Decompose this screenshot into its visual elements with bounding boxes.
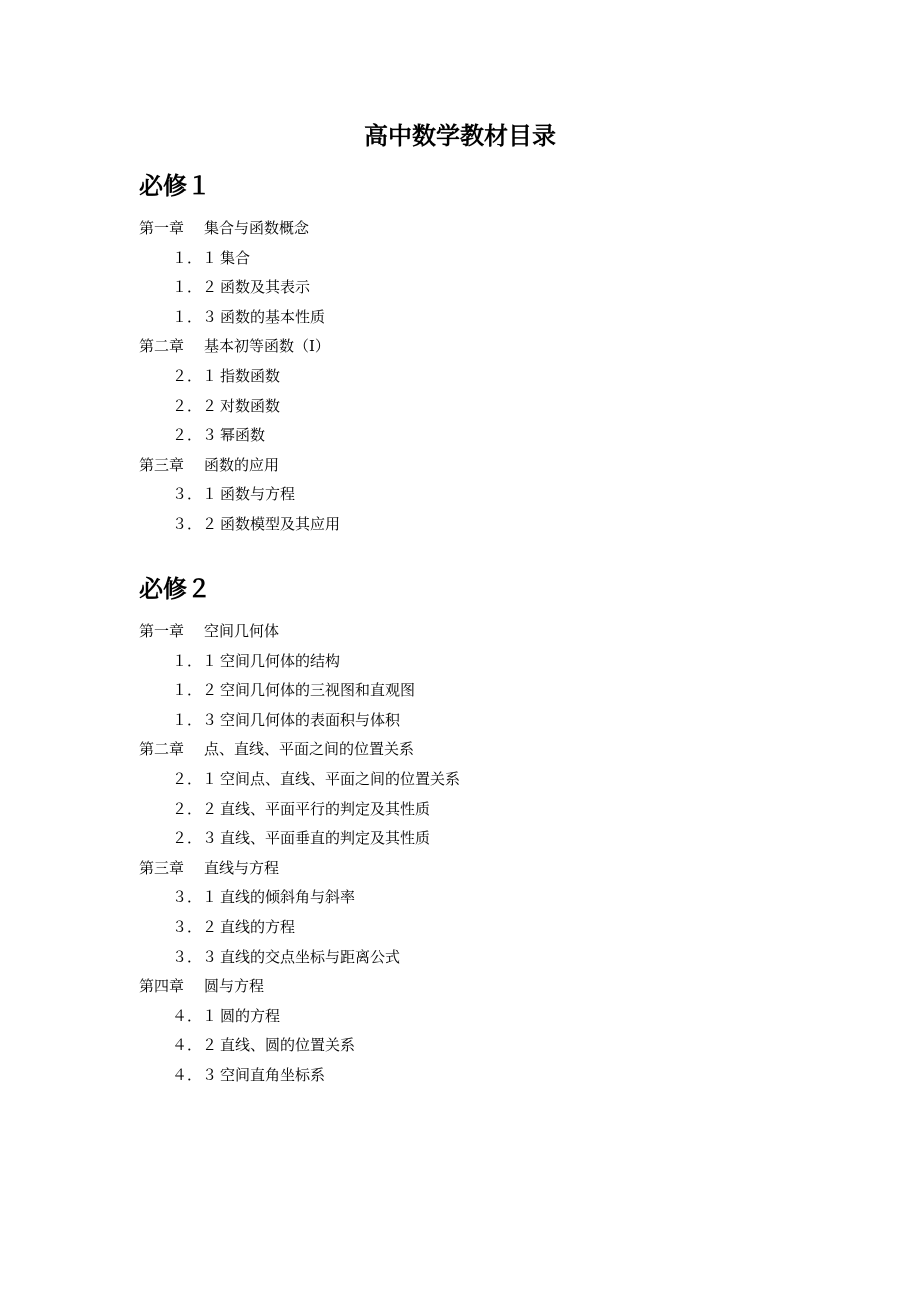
section-heading: 必修１ bbox=[139, 171, 211, 200]
chapter-number: 第四章 bbox=[139, 977, 185, 996]
toc-chapter-entry bbox=[139, 854, 839, 884]
subsection-title: 直线、平面垂直的判定及其性质 bbox=[220, 829, 431, 848]
chapter-title: 基本初等函数（Ⅰ） bbox=[204, 337, 330, 356]
subsection-title: 空间直角坐标系 bbox=[220, 1065, 326, 1084]
toc-subsection-entry bbox=[139, 303, 839, 333]
subsection-title: 指数函数 bbox=[220, 366, 281, 385]
subsection-number: ２．２ bbox=[172, 799, 218, 818]
toc-chapter-entry bbox=[139, 451, 839, 481]
toc-subsection-entry bbox=[139, 795, 839, 825]
subsection-title: 函数及其表示 bbox=[220, 278, 311, 297]
subsection-number: １．１ bbox=[172, 651, 218, 670]
chapter-number: 第二章 bbox=[139, 740, 185, 759]
subsection-number: １．３ bbox=[172, 710, 218, 729]
subsection-title: 空间几何体的三视图和直观图 bbox=[220, 681, 416, 700]
subsection-title: 空间点、直线、平面之间的位置关系 bbox=[220, 769, 461, 788]
chapter-title: 直线与方程 bbox=[204, 858, 280, 877]
toc-subsection-entry bbox=[139, 510, 839, 540]
subsection-number: ３．１ bbox=[172, 888, 218, 907]
subsection-title: 直线、平面平行的判定及其性质 bbox=[220, 799, 431, 818]
toc-subsection-entry bbox=[139, 913, 839, 943]
toc-subsection-entry bbox=[139, 706, 839, 736]
subsection-number: １．２ bbox=[172, 681, 218, 700]
subsection-title: 圆的方程 bbox=[220, 1006, 281, 1025]
toc-subsection-entry bbox=[139, 392, 839, 422]
chapter-title: 函数的应用 bbox=[204, 455, 280, 474]
toc-subsection-entry bbox=[139, 943, 839, 973]
subsection-title: 函数模型及其应用 bbox=[220, 514, 341, 533]
toc-subsection-entry bbox=[139, 765, 839, 795]
chapter-number: 第一章 bbox=[139, 219, 185, 237]
toc-list bbox=[139, 617, 839, 1091]
subsection-title: 空间几何体的结构 bbox=[220, 651, 341, 670]
toc-subsection-entry bbox=[139, 1002, 839, 1032]
subsection-number: ３．２ bbox=[172, 514, 218, 533]
chapter-title: 集合与函数概念 bbox=[204, 219, 310, 237]
section-compulsory-2 bbox=[139, 571, 839, 1091]
subsection-number: ２．１ bbox=[172, 366, 218, 385]
subsection-title: 集合 bbox=[220, 248, 251, 267]
subsection-number: １．２ bbox=[172, 278, 218, 297]
section-heading: 必修２ bbox=[139, 574, 211, 603]
toc-subsection-entry bbox=[139, 480, 839, 510]
chapter-number: 第三章 bbox=[139, 858, 185, 877]
toc-list bbox=[139, 214, 839, 540]
chapter-number: 第一章 bbox=[139, 622, 185, 640]
chapter-title: 空间几何体 bbox=[204, 622, 280, 640]
subsection-number: ３．３ bbox=[172, 947, 218, 966]
subsection-number: ２．３ bbox=[172, 426, 218, 445]
toc-chapter-entry bbox=[139, 735, 839, 765]
subsection-title: 空间几何体的表面积与体积 bbox=[220, 710, 401, 729]
subsection-title: 函数与方程 bbox=[220, 485, 296, 504]
toc-chapter-entry bbox=[139, 617, 839, 647]
subsection-number: ２．１ bbox=[172, 769, 218, 788]
chapter-title: 圆与方程 bbox=[204, 977, 265, 996]
subsection-title: 对数函数 bbox=[220, 396, 281, 415]
toc-chapter-entry bbox=[139, 214, 839, 244]
subsection-number: ２．３ bbox=[172, 829, 218, 848]
subsection-title: 直线的交点坐标与距离公式 bbox=[220, 947, 401, 966]
subsection-number: ４．２ bbox=[172, 1036, 218, 1055]
toc-subsection-entry bbox=[139, 1061, 839, 1091]
subsection-number: ３．２ bbox=[172, 917, 218, 936]
toc-subsection-entry bbox=[139, 676, 839, 706]
toc-subsection-entry bbox=[139, 362, 839, 392]
document-title: 高中数学教材目录 bbox=[364, 121, 556, 150]
toc-subsection-entry bbox=[139, 824, 839, 854]
subsection-title: 直线的倾斜角与斜率 bbox=[220, 888, 356, 907]
toc-chapter-entry bbox=[139, 332, 839, 362]
toc-subsection-entry bbox=[139, 1031, 839, 1061]
subsection-number: ４．１ bbox=[172, 1006, 218, 1025]
toc-subsection-entry bbox=[139, 421, 839, 451]
toc-subsection-entry bbox=[139, 244, 839, 274]
subsection-number: ４．３ bbox=[172, 1065, 218, 1084]
subsection-title: 直线的方程 bbox=[220, 917, 296, 936]
chapter-number: 第二章 bbox=[139, 337, 185, 356]
subsection-number: ２．２ bbox=[172, 396, 218, 415]
subsection-number: １．３ bbox=[172, 307, 218, 326]
toc-subsection-entry bbox=[139, 273, 839, 303]
section-compulsory-1 bbox=[139, 168, 839, 540]
subsection-title: 函数的基本性质 bbox=[220, 307, 326, 326]
toc-subsection-entry bbox=[139, 883, 839, 913]
subsection-number: １．１ bbox=[172, 248, 218, 267]
chapter-number: 第三章 bbox=[139, 455, 185, 474]
toc-chapter-entry bbox=[139, 972, 839, 1002]
chapter-title: 点、直线、平面之间的位置关系 bbox=[204, 740, 415, 759]
toc-subsection-entry bbox=[139, 647, 839, 677]
subsection-number: ３．１ bbox=[172, 485, 218, 504]
subsection-title: 幂函数 bbox=[220, 426, 266, 445]
subsection-title: 直线、圆的位置关系 bbox=[220, 1036, 356, 1055]
